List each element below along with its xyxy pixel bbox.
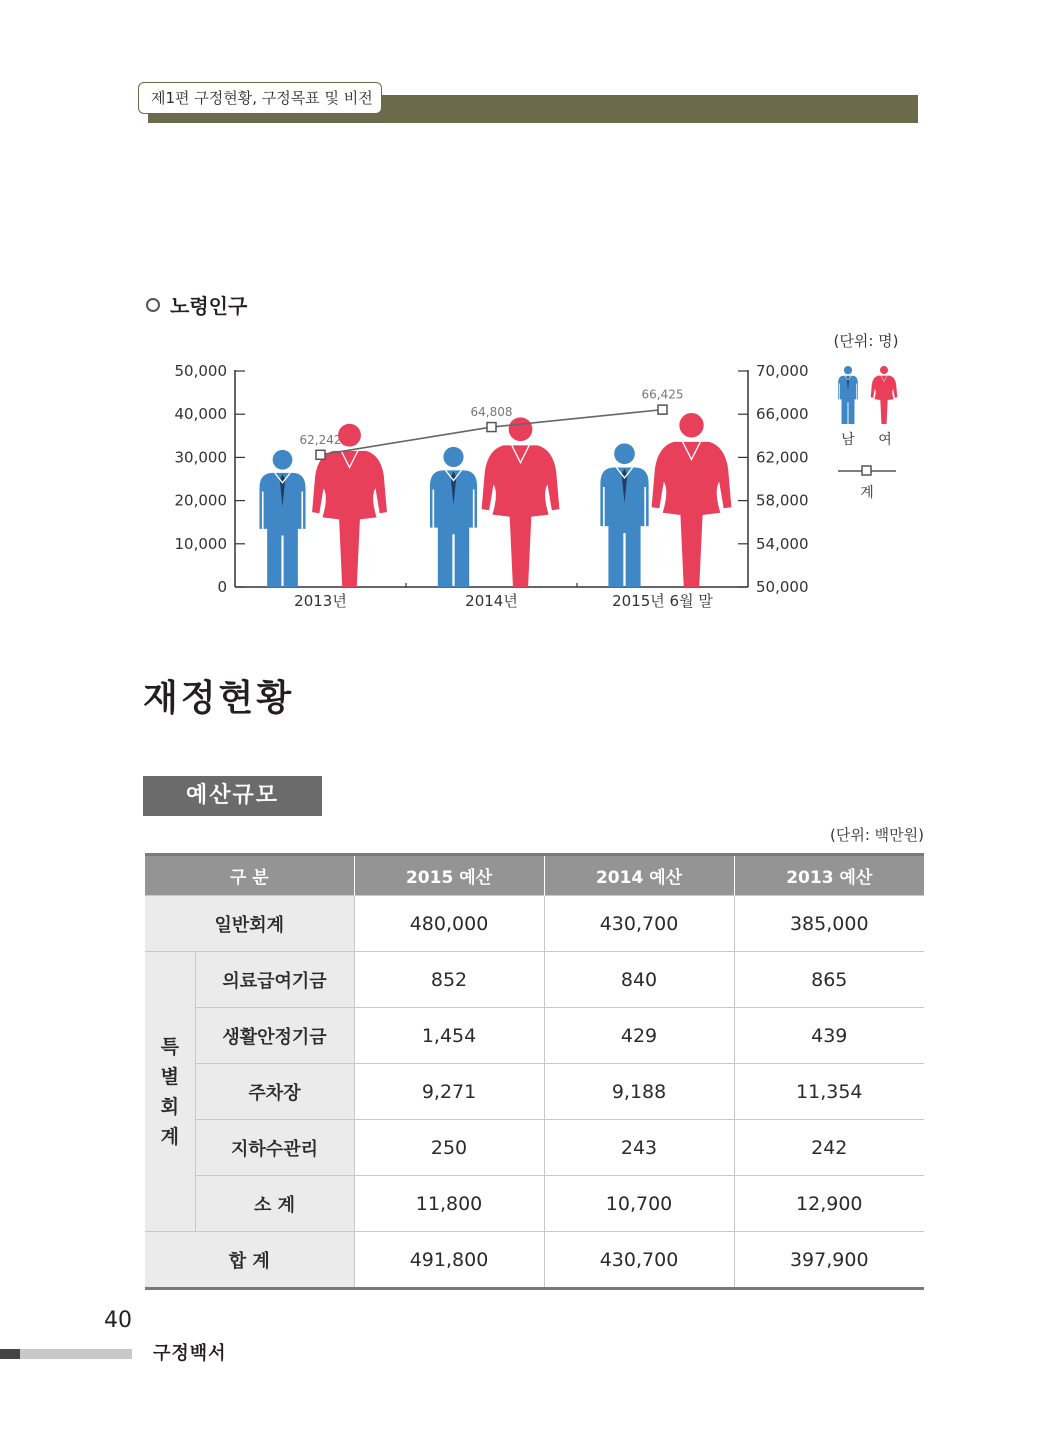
- header-2013: 2013 예산: [734, 855, 924, 896]
- table-header-row: [145, 855, 924, 896]
- female-figure: [652, 413, 732, 587]
- male-figure: [259, 450, 305, 587]
- header-category: 구 분: [145, 855, 354, 896]
- table-row: [145, 896, 924, 952]
- right-tick-label: 58,000: [756, 491, 809, 510]
- footer-bar-dark: [0, 1349, 20, 1359]
- table-row: [145, 952, 924, 1008]
- cell-value: 840: [544, 952, 734, 1008]
- female-figure: [482, 417, 560, 587]
- female-body: [652, 442, 732, 587]
- male-head: [844, 366, 852, 374]
- circle-bullet-icon: [146, 298, 160, 312]
- page-number: 40: [104, 1308, 132, 1333]
- table-unit: (단위: 백만원): [830, 826, 924, 844]
- legend-female-label: 여: [878, 432, 892, 448]
- chart-legend: [834, 332, 899, 501]
- legend-total-marker: [862, 466, 871, 475]
- cell-value: 11,354: [734, 1064, 924, 1120]
- cell-value: 439: [734, 1008, 924, 1064]
- cell-value: 9,188: [544, 1064, 734, 1120]
- right-tick-label: 70,000: [756, 362, 809, 380]
- female-head: [509, 417, 533, 441]
- male-figure: [838, 366, 857, 424]
- row-label: 의료급여기금: [195, 952, 354, 1008]
- female-head: [679, 413, 703, 437]
- female-body: [312, 451, 387, 587]
- left-tick-label: 30,000: [174, 448, 227, 467]
- cell-value: 430,700: [544, 1232, 734, 1289]
- chapter-tab: 제1편 구정현황, 구정목표 및 비전: [138, 82, 382, 114]
- female-body: [482, 445, 560, 587]
- cell-value: 10,700: [544, 1176, 734, 1232]
- total-data-label: 66,425: [641, 387, 684, 402]
- male-head: [614, 443, 635, 464]
- chart-heading: [146, 290, 247, 319]
- male-head: [443, 447, 463, 467]
- left-tick-label: 40,000: [174, 405, 227, 424]
- x-tick-label: 2013년: [294, 592, 347, 610]
- row-label: 일반회계: [145, 896, 354, 952]
- subsection-title: 예산규모: [143, 776, 322, 816]
- total-data-label: 62,242: [299, 432, 342, 447]
- cell-value: 429: [544, 1008, 734, 1064]
- cell-value: 243: [544, 1120, 734, 1176]
- special-account-text: 특 별 회 계: [160, 1035, 179, 1148]
- left-tick-label: 10,000: [174, 534, 227, 553]
- legend-total-label: 계: [860, 485, 874, 501]
- cell-value: 480,000: [354, 896, 544, 952]
- female-figure: [871, 366, 898, 424]
- total-point-marker: [658, 405, 667, 414]
- row-label: 지하수관리: [195, 1120, 354, 1176]
- chart-heading-text: 노령인구: [170, 294, 248, 318]
- male-figure: [600, 443, 648, 587]
- table-row: [145, 1064, 924, 1120]
- total-point-marker: [316, 450, 325, 459]
- section-title: 재정현황: [143, 678, 295, 719]
- cell-value: 852: [354, 952, 544, 1008]
- row-label: 생활안정기금: [195, 1008, 354, 1064]
- table-row: [145, 1232, 924, 1289]
- row-label: 합 계: [145, 1232, 354, 1289]
- left-tick-label: 50,000: [174, 362, 227, 380]
- cell-value: 9,271: [354, 1064, 544, 1120]
- cell-value: 242: [734, 1120, 924, 1176]
- cell-value: 865: [734, 952, 924, 1008]
- left-tick-label: 0: [217, 578, 227, 596]
- male-figure: [430, 447, 477, 587]
- right-tick-label: 50,000: [756, 578, 809, 596]
- x-tick-label: 2014년: [465, 592, 518, 610]
- total-data-label: 64,808: [470, 405, 513, 420]
- left-tick-label: 20,000: [174, 491, 227, 510]
- row-label: 주차장: [195, 1064, 354, 1120]
- special-account-label: [145, 952, 195, 1232]
- cell-value: 250: [354, 1120, 544, 1176]
- legend-male-label: 남: [841, 432, 855, 448]
- table-row: [145, 1120, 924, 1176]
- footer-bar-light: [20, 1349, 132, 1359]
- header-2014: 2014 예산: [544, 855, 734, 896]
- right-tick-label: 66,000: [756, 405, 809, 424]
- cell-value: 491,800: [354, 1232, 544, 1289]
- cell-value: 430,700: [544, 896, 734, 952]
- cell-value: 11,800: [354, 1176, 544, 1232]
- x-tick-label: 2015년 6월 말: [612, 592, 713, 610]
- right-tick-label: 54,000: [756, 534, 809, 553]
- cell-value: 397,900: [734, 1232, 924, 1289]
- right-tick-label: 62,000: [756, 448, 809, 467]
- female-body: [871, 376, 898, 424]
- table-row: [145, 1008, 924, 1064]
- table-row: [145, 1176, 924, 1232]
- chart-unit: (단위: 명): [833, 332, 899, 350]
- total-point-marker: [487, 423, 496, 432]
- budget-table: [145, 853, 924, 1290]
- header-2015: 2015 예산: [354, 855, 544, 896]
- row-label: 소 계: [195, 1176, 354, 1232]
- cell-value: 385,000: [734, 896, 924, 952]
- cell-value: 1,454: [354, 1008, 544, 1064]
- male-head: [273, 450, 293, 470]
- elderly-population-chart: [0, 320, 1052, 620]
- female-head: [880, 366, 888, 374]
- book-title: 구정백서: [153, 1343, 227, 1364]
- female-figure: [312, 424, 387, 587]
- cell-value: 12,900: [734, 1176, 924, 1232]
